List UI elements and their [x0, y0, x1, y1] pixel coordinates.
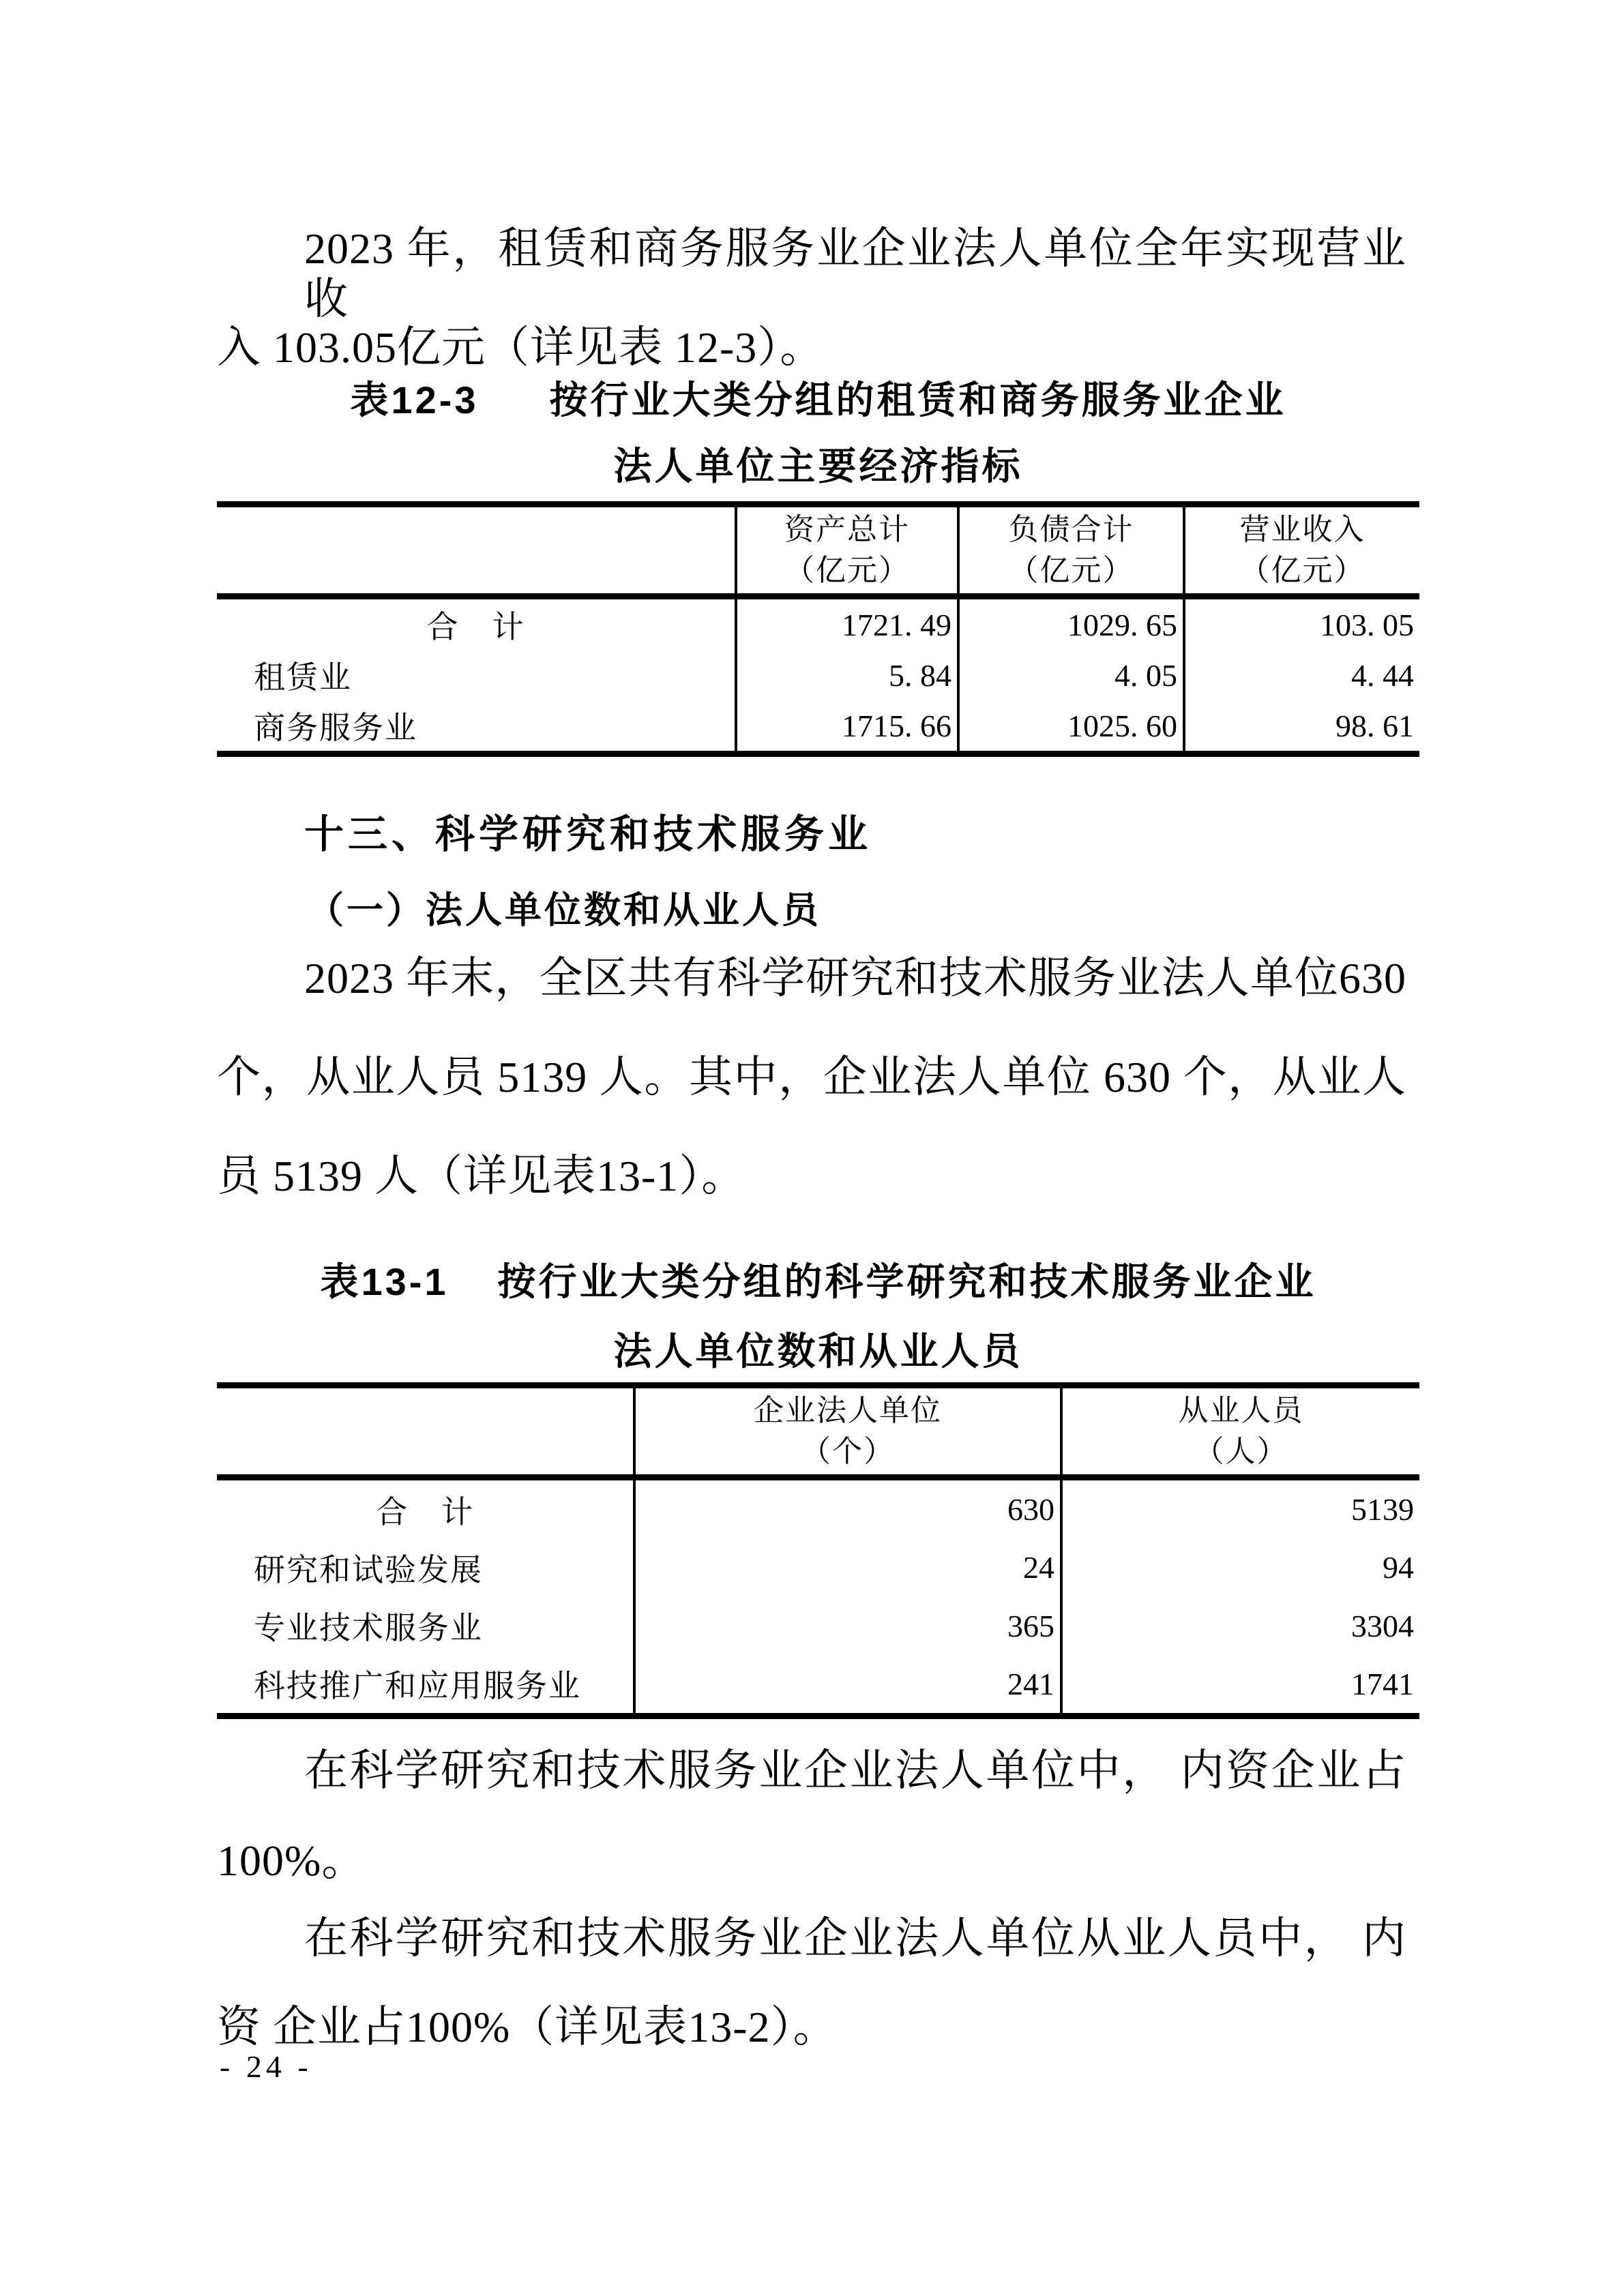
table-cell: 241: [636, 1655, 1063, 1713]
table-cell: 94: [1383, 1550, 1414, 1585]
row-label: 研究和试验发展: [217, 1538, 636, 1596]
paragraph-line: 2023 年末，全区共有科学研究和技术服务业法人单位630: [304, 954, 1406, 1002]
table-cell: 4. 05: [960, 650, 1185, 700]
paragraph-line: 在科学研究和技术服务业企业法人单位中， 内资企业占: [304, 1746, 1406, 1795]
column-header: 负债合计 （亿元）: [960, 507, 1185, 599]
table-12-3-title: [217, 370, 1419, 425]
row-label: 合 计: [217, 599, 737, 650]
table-13-1-title: [217, 1252, 1419, 1307]
table-12-3: [217, 501, 1419, 757]
section-heading: 十三、科学研究和技术服务业: [304, 812, 872, 856]
paragraph-line: 2023 年，租赁和商务服务业企业法人单位全年实现营业收: [304, 224, 1406, 323]
table-title-text: 法人单位数和从业人员: [613, 1330, 1023, 1373]
table-13-1-title-line2: [217, 1322, 1419, 1376]
table-13-1: [217, 1382, 1419, 1719]
table-cell: 1715. 66: [737, 700, 960, 751]
table-cell: 1029. 65: [960, 599, 1185, 650]
paragraph-line: 100%。: [217, 1836, 366, 1885]
table-cell: 1741: [1351, 1666, 1414, 1701]
table-cell: 1025. 60: [960, 700, 1185, 751]
table-title-text: 法人单位主要经济指标: [613, 445, 1023, 488]
column-header: 从业人员 （人）: [1063, 1388, 1419, 1480]
table-cell: 1721. 49: [737, 599, 960, 650]
table-cell: 365: [636, 1597, 1063, 1655]
table-cell: 24: [636, 1538, 1063, 1596]
row-label: 科技推广和应用服务业: [217, 1655, 636, 1713]
paragraph-line: 资 企业占100%（详见表13-2）。: [217, 2003, 838, 2051]
column-header: 营业收入 （亿元）: [1185, 507, 1419, 599]
table-cell: 98. 61: [1335, 708, 1414, 743]
row-label: 租赁业: [217, 650, 737, 700]
row-label: 专业技术服务业: [217, 1597, 636, 1655]
table-cell: 4. 44: [1351, 657, 1414, 693]
section-subheading: （一）法人单位数和从业人员: [307, 890, 821, 931]
table-title-text: 按行业大类分组的租赁和商务服务业企业: [549, 378, 1286, 421]
column-header: 企业法人单位 （个）: [636, 1388, 1063, 1480]
table-cell: 5139: [1351, 1492, 1414, 1527]
paragraph-line: 个，从业人员 5139 人。其中，企业法人单位 630 个，从业人: [217, 1053, 1406, 1101]
table-label: 表12-3: [350, 378, 479, 421]
stub-header: [217, 1388, 636, 1480]
table-cell: 103. 05: [1320, 607, 1414, 642]
paragraph-line: 员 5139 人（详见表13-1）。: [217, 1152, 746, 1200]
column-header: 资产总计 （亿元）: [737, 507, 960, 599]
table-title-text: 按行业大类分组的科学研究和技术服务业企业: [497, 1260, 1316, 1303]
row-label: 商务服务业: [217, 700, 737, 751]
paragraph-line: 入 103.05亿元（详见表 12-3）。: [217, 323, 825, 372]
row-label: 合 计: [217, 1480, 636, 1538]
table-cell: 5. 84: [737, 650, 960, 700]
table-label: 表13-1: [320, 1260, 449, 1303]
stub-header: [217, 507, 737, 599]
page-number: - 24 -: [220, 2049, 312, 2084]
table-cell: 3304: [1351, 1608, 1414, 1643]
table-cell: 630: [636, 1480, 1063, 1538]
paragraph-line: 在科学研究和技术服务业企业法人单位从业人员中， 内: [304, 1914, 1406, 1963]
table-12-3-title-line2: [217, 436, 1419, 491]
